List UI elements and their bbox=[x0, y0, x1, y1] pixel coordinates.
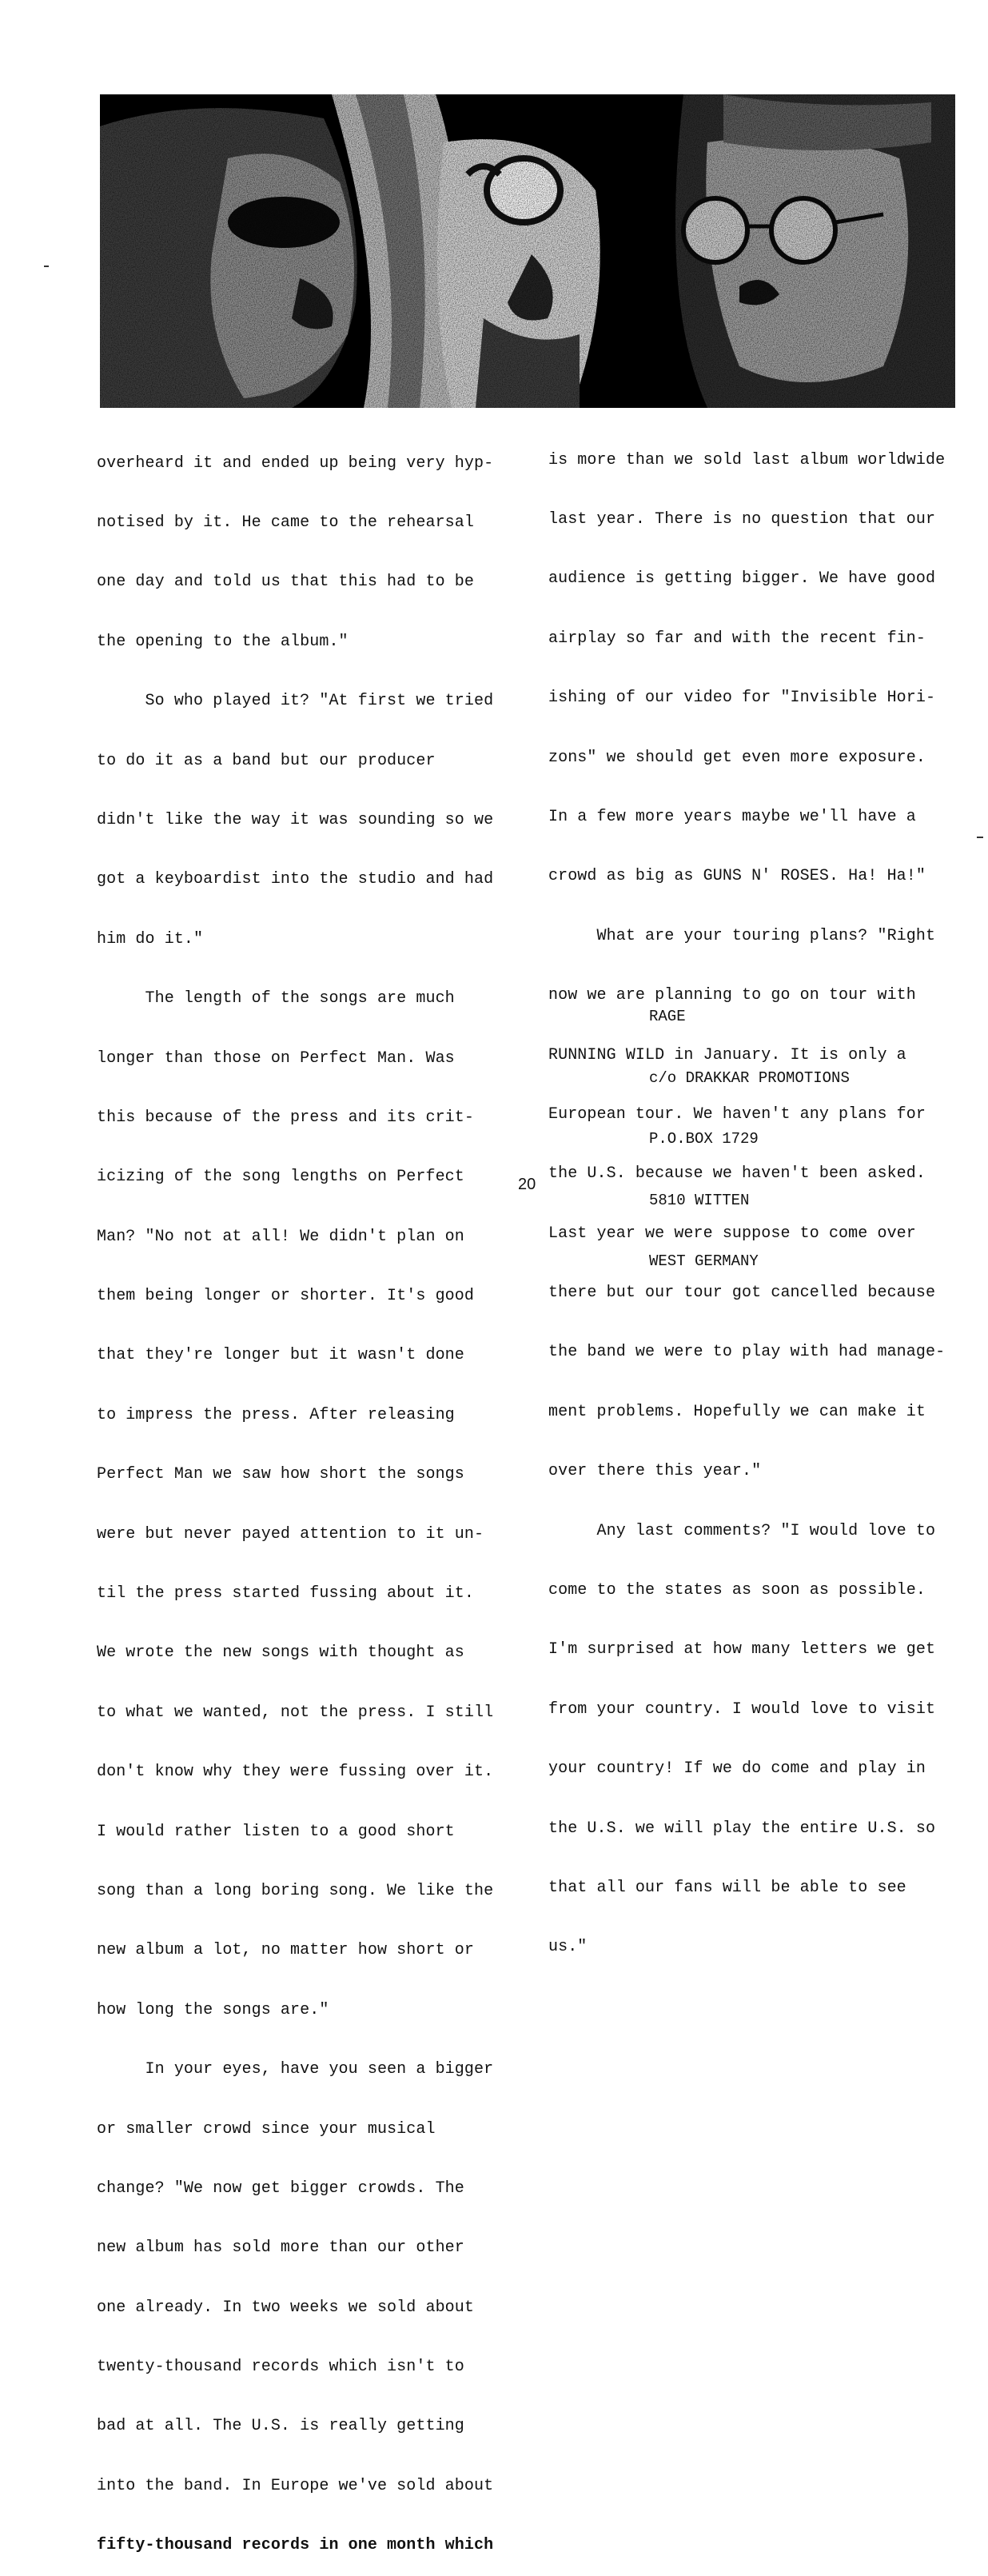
text-line: how long the songs are." bbox=[97, 2000, 329, 2019]
text-line: audience is getting bigger. We have good bbox=[548, 569, 936, 589]
band-photo-graphic bbox=[100, 94, 955, 408]
contact-address bbox=[649, 966, 850, 1292]
text-line: zons" we should get even more exposure. bbox=[548, 748, 926, 767]
text-line: Perfect Man we saw how short the songs bbox=[97, 1465, 464, 1484]
text-line: So who played it? "At first we tried bbox=[97, 692, 494, 711]
text-line: The length of the songs are much bbox=[97, 989, 455, 1008]
text-line: to impress the press. After releasing bbox=[97, 1405, 455, 1424]
text-line: What are your touring plans? "Right bbox=[548, 926, 936, 945]
text-line: RUNNING WILD in January. It is only a bbox=[548, 1045, 906, 1064]
text-line: I would rather listen to a good short bbox=[97, 1822, 455, 1841]
left-column bbox=[97, 414, 512, 2576]
scan-speck bbox=[977, 837, 983, 838]
text-line: Any last comments? "I would love to bbox=[548, 1521, 936, 1540]
text-line: new album a lot, no matter how short or bbox=[97, 1941, 474, 1960]
text-line: change? "We now get bigger crowds. The bbox=[97, 2179, 464, 2198]
text-line: were but never payed attention to it un- bbox=[97, 1524, 484, 1544]
text-line: airplay so far and with the recent fin- bbox=[548, 629, 926, 648]
text-line: there but our tour got cancelled because bbox=[548, 1284, 936, 1303]
band-photo bbox=[100, 94, 955, 408]
address-line: WEST GERMANY bbox=[649, 1252, 759, 1270]
text-line: Man? "No not at all! We didn't plan on bbox=[97, 1227, 464, 1246]
page-number: 20 bbox=[518, 1176, 536, 1193]
text-line: til the press started fussing about it. bbox=[97, 1584, 474, 1604]
address-line: P.O.BOX 1729 bbox=[649, 1130, 759, 1148]
text-line: longer than those on Perfect Man. Was bbox=[97, 1048, 455, 1068]
text-line: Last year we were suppose to come over bbox=[548, 1224, 916, 1243]
text-line: from your country. I would love to visit bbox=[548, 1699, 936, 1719]
text-line: notised by it. He came to the rehearsal bbox=[97, 513, 474, 532]
text-line: new album has sold more than our other bbox=[97, 2239, 464, 2258]
text-line: don't know why they were fussing over it. bbox=[97, 1763, 494, 1782]
text-line: the opening to the album." bbox=[97, 632, 349, 651]
text-line: the band we were to play with had manage- bbox=[548, 1343, 946, 1362]
text-line: that they're longer but it wasn't done bbox=[97, 1346, 464, 1365]
text-line: to do it as a band but our producer bbox=[97, 751, 436, 770]
text-line: bad at all. The U.S. is really getting bbox=[97, 2417, 464, 2436]
text-line: In a few more years maybe we'll have a bbox=[548, 807, 916, 826]
text-line: that all our fans will be able to see bbox=[548, 1878, 906, 1897]
text-line: to what we wanted, not the press. I still bbox=[97, 1703, 494, 1722]
address-line: 5810 WITTEN bbox=[649, 1191, 750, 1209]
text-line: In your eyes, have you seen a bigger bbox=[97, 2060, 494, 2079]
text-line: last year. There is no question that our bbox=[548, 509, 936, 529]
text-line: I'm surprised at how many letters we get bbox=[548, 1640, 936, 1659]
text-line: him do it." bbox=[97, 929, 204, 949]
text-line: fifty-thousand records in one month which bbox=[97, 2536, 494, 2555]
address-line: RAGE bbox=[649, 1008, 686, 1025]
text-line: is more than we sold last album worldwide bbox=[548, 450, 946, 469]
text-line: your country! If we do come and play in bbox=[548, 1759, 926, 1779]
text-line: crowd as big as GUNS N' ROSES. Ha! Ha!" bbox=[548, 867, 926, 886]
text-line: European tour. We haven't any plans for bbox=[548, 1104, 926, 1124]
address-line: c/o DRAKKAR PROMOTIONS bbox=[649, 1068, 850, 1087]
text-line: the U.S. we will play the entire U.S. so bbox=[548, 1819, 936, 1838]
text-line: didn't like the way it was sounding so we bbox=[97, 810, 494, 829]
text-line: overheard it and ended up being very hyp- bbox=[97, 453, 494, 473]
text-line: one day and told us that this had to be bbox=[97, 573, 474, 592]
text-line: icizing of the song lengths on Perfect bbox=[97, 1168, 464, 1187]
text-line: ishing of our video for "Invisible Hori- bbox=[548, 689, 936, 708]
text-line: ment problems. Hopefully we can make it bbox=[548, 1402, 926, 1421]
text-line: got a keyboardist into the studio and had bbox=[97, 870, 494, 889]
text-line: twenty-thousand records which isn't to bbox=[97, 2358, 464, 2377]
text-line: over there this year." bbox=[548, 1462, 762, 1481]
text-line: come to the states as soon as possible. bbox=[548, 1581, 926, 1600]
text-line: this because of the press and its crit- bbox=[97, 1108, 474, 1127]
text-line: them being longer or shorter. It's good bbox=[97, 1287, 474, 1306]
text-line: into the band. In Europe we've sold about bbox=[97, 2476, 494, 2495]
text-line: or smaller crowd since your musical bbox=[97, 2119, 436, 2139]
text-line: We wrote the new songs with thought as bbox=[97, 1643, 464, 1663]
text-line: song than a long boring song. We like the bbox=[97, 1881, 494, 1900]
scan-speck bbox=[44, 266, 49, 267]
text-line: the U.S. because we haven't been asked. bbox=[548, 1164, 926, 1184]
text-line: us." bbox=[548, 1938, 588, 1957]
text-line: now we are planning to go on tour with bbox=[548, 986, 916, 1005]
text-line: one already. In two weeks we sold about bbox=[97, 2298, 474, 2317]
